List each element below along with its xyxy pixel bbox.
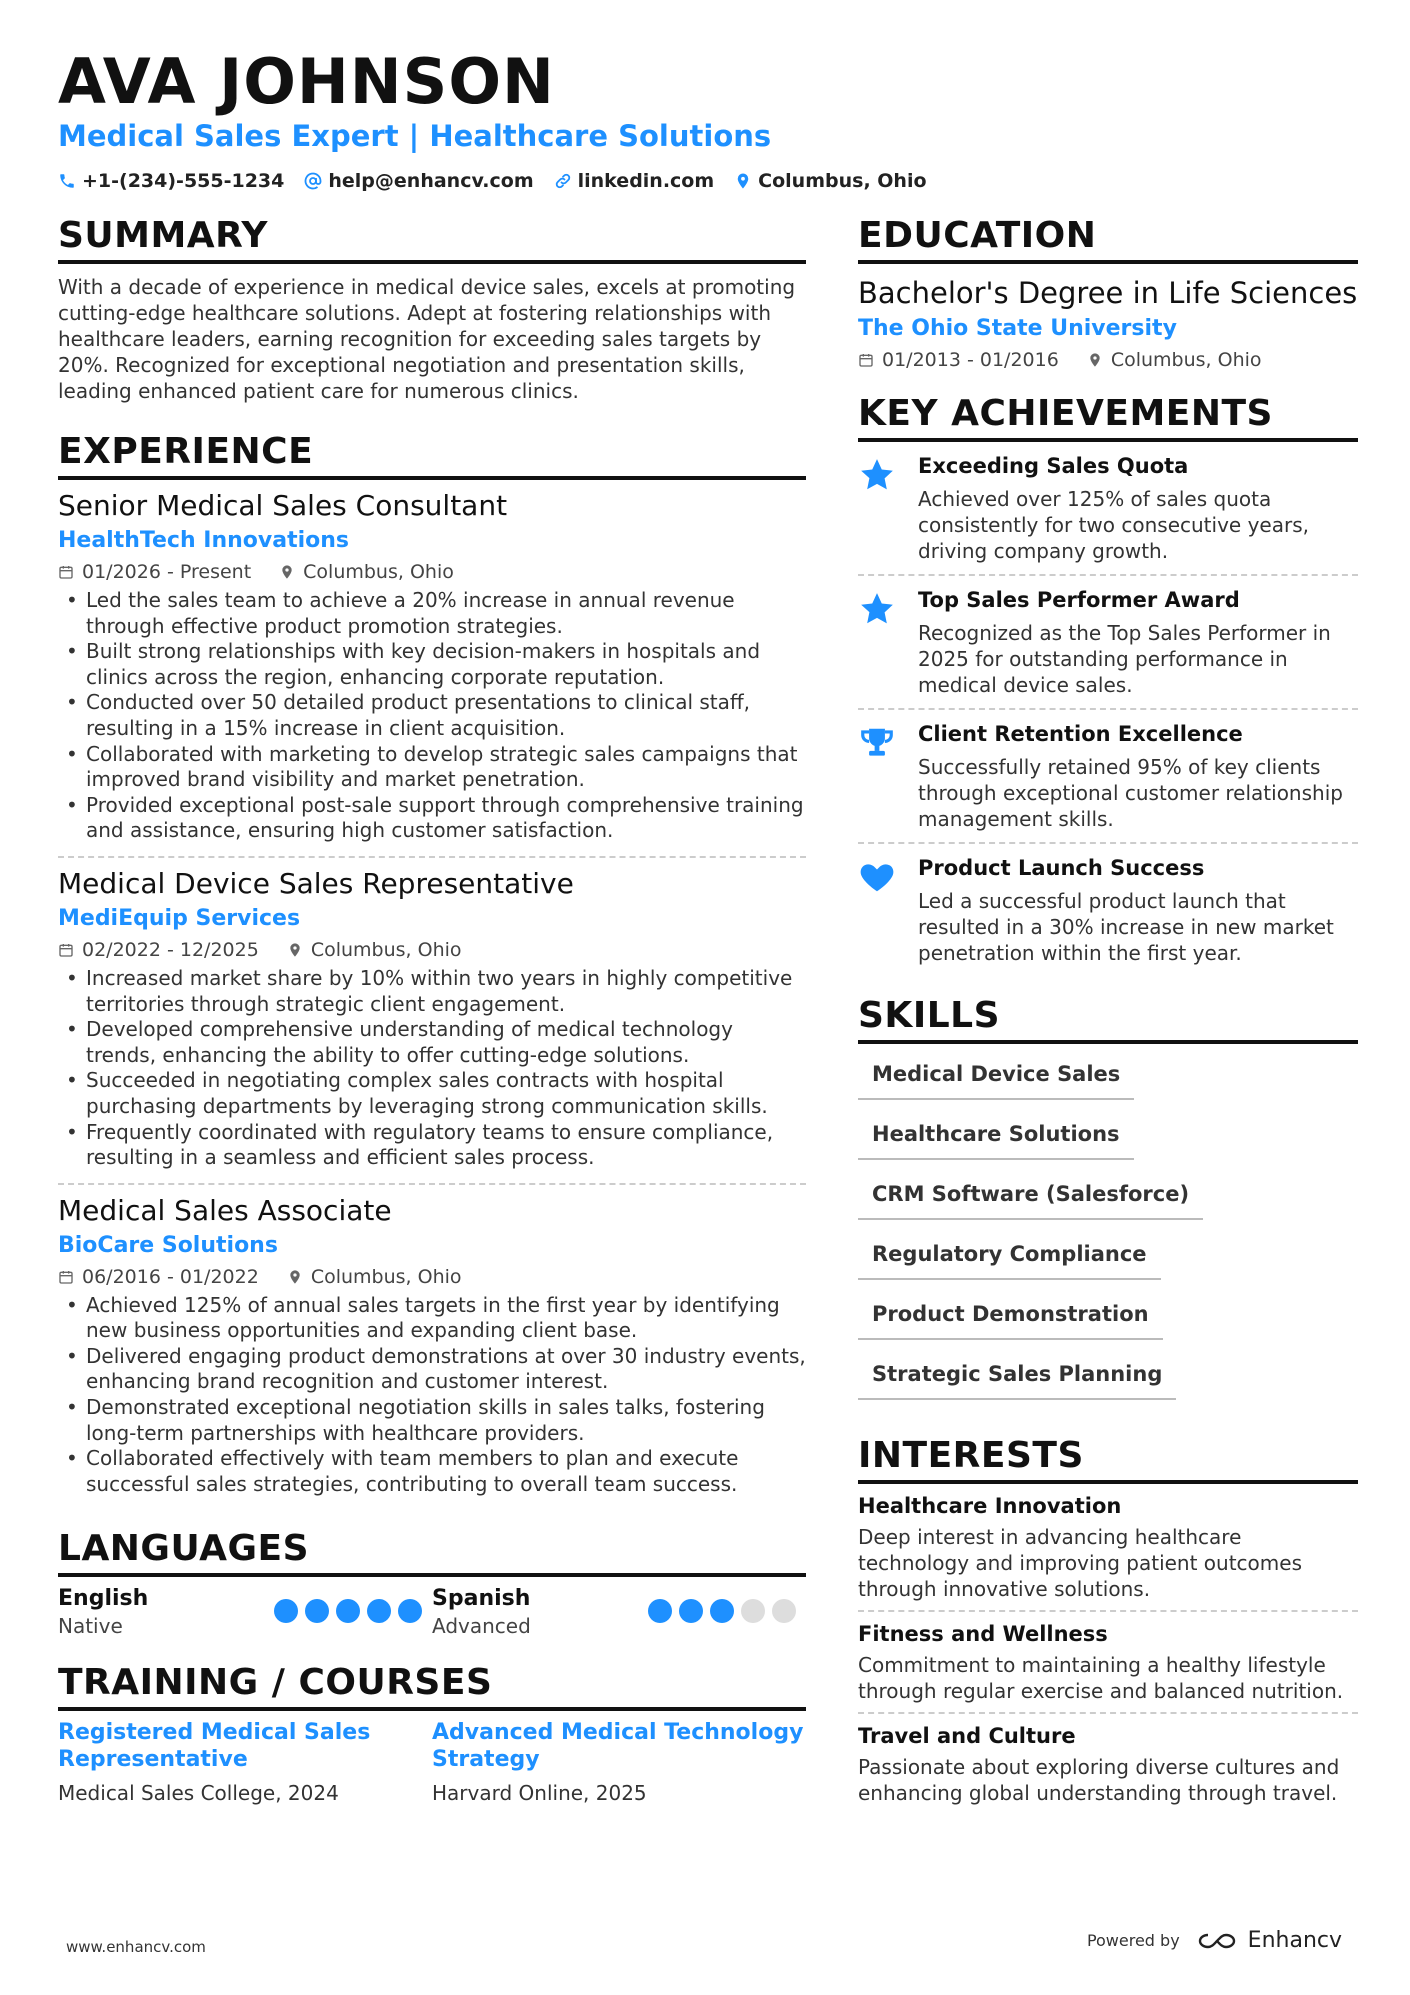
job-entry	[58, 858, 806, 1185]
achievement-item	[858, 442, 1358, 576]
calendar-icon	[58, 564, 74, 580]
achievement-title: Product Launch Success	[918, 856, 1205, 880]
job-location	[287, 1263, 462, 1291]
training-subtitle: Medical Sales College, 2024	[58, 1781, 339, 1806]
map-pin-icon	[279, 564, 295, 580]
skill-tag: Healthcare Solutions	[858, 1116, 1134, 1160]
training-subtitle: Harvard Online, 2025	[432, 1781, 647, 1806]
phone-text: +1-(234)-555-1234	[82, 170, 285, 192]
map-pin-icon	[287, 942, 303, 958]
company-name: MediEquip Services	[58, 905, 301, 931]
education-section	[858, 214, 1358, 374]
contact-linkedin[interactable]	[554, 168, 715, 194]
phone-icon	[58, 172, 76, 190]
achievement-icon	[858, 720, 900, 832]
training-section	[58, 1661, 806, 1807]
list-item: • Demonstrated exceptional negotiation skills in sales talks, fostering long-term partnerships with healthcare providers.	[58, 1395, 806, 1446]
section-title: EDUCATION	[858, 214, 1358, 264]
map-pin-icon	[1087, 352, 1103, 368]
footer-branding	[1087, 1928, 1342, 1953]
proficiency-dot-filled	[679, 1599, 703, 1623]
list-item: • Provided exceptional post-sale support through comprehensive training and assistance, ensuring high customer satisfaction.	[58, 793, 806, 844]
brand-name: Enhancv	[1247, 1928, 1342, 1953]
job-dates	[58, 936, 259, 964]
proficiency-dots	[648, 1599, 796, 1639]
summary-text: With a decade of experience in medical device sales, excels at promoting cutting-edge healthcare solutions. Adept at fostering relationships with healthcare leaders, earning recognition for exceeding sales targets by 20%. Recognized for exceptional negotiation and presentation skills, leading enhanced patient care for numerous clinics.	[58, 275, 796, 403]
interest-title: Healthcare Innovation	[858, 1494, 1122, 1518]
degree: Bachelor's Degree in Life Sciences	[858, 276, 1358, 310]
job-entry	[58, 1185, 806, 1510]
job-title: Senior Medical Sales Consultant	[58, 489, 508, 522]
interest-item	[858, 1714, 1358, 1814]
list-item: • Collaborated effectively with team members to plan and execute successful sales strategies, contributing to overall team success.	[58, 1446, 806, 1497]
achievement-desc: Led a successful product launch that resulted in a 30% increase in new market penetration within the first year.	[918, 889, 1334, 965]
language-name: Spanish	[432, 1586, 531, 1612]
right-column	[858, 214, 1358, 1832]
proficiency-dot-filled	[648, 1599, 672, 1623]
candidate-name: AVA JOHNSON	[58, 45, 555, 118]
list-item: • Led the sales team to achieve a 20% increase in annual revenue through effective product promotion strategies.	[58, 588, 806, 639]
contact-bar	[58, 168, 927, 194]
achievement-icon	[858, 854, 900, 966]
achievement-title: Client Retention Excellence	[918, 722, 1243, 746]
footer-website[interactable]: www.enhancv.com	[66, 1938, 206, 1956]
language-level: Native	[58, 1614, 123, 1639]
language-level: Advanced	[432, 1614, 531, 1639]
achievement-icon	[858, 586, 900, 698]
at-icon	[304, 172, 322, 190]
list-item: • Frequently coordinated with regulatory teams to ensure compliance, resulting in a seamless and efficient sales process.	[58, 1120, 806, 1171]
achievement-item	[858, 844, 1358, 976]
proficiency-dot-filled	[336, 1599, 360, 1623]
job-location	[279, 558, 454, 586]
skill-tag: CRM Software (Salesforce)	[858, 1176, 1203, 1220]
language-item	[58, 1585, 432, 1639]
date-text: 06/2016 - 01/2022	[82, 1265, 259, 1288]
link-icon	[554, 172, 572, 190]
job-bullets	[58, 1293, 806, 1498]
proficiency-dot-empty	[772, 1599, 796, 1623]
headline: Medical Sales Expert | Healthcare Solutions	[58, 119, 772, 153]
list-item: • Collaborated with marketing to develop strategic sales campaigns that improved brand visibility and market penetration.	[58, 742, 806, 793]
calendar-icon	[58, 1269, 74, 1285]
section-title: INTERESTS	[858, 1434, 1358, 1484]
achievement-icon	[858, 452, 900, 564]
languages-grid	[58, 1585, 806, 1639]
date-text: 01/2026 - Present	[82, 561, 252, 583]
language-item	[432, 1585, 806, 1639]
enhancv-logo-icon	[1194, 1929, 1240, 1953]
skills-section	[858, 994, 1358, 1416]
skills-list	[858, 1056, 1358, 1416]
location-text: Columbus, Ohio	[310, 938, 462, 961]
company-name: BioCare Solutions	[58, 1232, 278, 1258]
job-meta	[58, 936, 806, 964]
achievement-item	[858, 576, 1358, 710]
calendar-icon	[858, 352, 874, 368]
date-text: 02/2022 - 12/2025	[82, 938, 259, 961]
email-text: help@enhancv.com	[328, 170, 534, 192]
achievement-item	[858, 710, 1358, 844]
school-name: The Ohio State University	[858, 316, 1177, 341]
training-item	[58, 1719, 432, 1807]
summary-section	[58, 214, 806, 404]
interest-desc: Deep interest in advancing healthcare technology and improving patient outcomes through innovative solutions.	[858, 1525, 1302, 1601]
skill-tag: Regulatory Compliance	[858, 1236, 1161, 1280]
job-dates	[58, 1263, 259, 1291]
date-text: 01/2013 - 01/2016	[882, 349, 1059, 371]
languages-section	[58, 1527, 806, 1639]
company-name: HealthTech Innovations	[58, 528, 350, 553]
job-title: Medical Device Sales Representative	[58, 866, 574, 900]
heart-icon	[858, 858, 896, 896]
proficiency-dot-filled	[398, 1599, 422, 1623]
proficiency-dot-empty	[741, 1599, 765, 1623]
interest-desc: Commitment to maintaining a healthy lifestyle through regular exercise and balanced nutrition.	[858, 1653, 1344, 1703]
section-title: LANGUAGES	[58, 1527, 806, 1577]
list-item: • Developed comprehensive understanding of medical technology trends, enhancing the ability to offer cutting-edge solutions.	[58, 1017, 806, 1068]
map-pin-icon	[287, 1269, 303, 1285]
job-entry	[58, 480, 806, 858]
achievement-desc: Recognized as the Top Sales Performer in 2025 for outstanding performance in medical device sales.	[918, 621, 1331, 697]
achievements-section	[858, 392, 1358, 976]
language-name: English	[58, 1586, 149, 1612]
interest-item	[858, 1612, 1358, 1714]
left-column	[58, 214, 806, 1825]
training-grid	[58, 1719, 806, 1807]
section-title: KEY ACHIEVEMENTS	[858, 392, 1358, 442]
interest-item	[858, 1484, 1358, 1612]
achievement-title: Top Sales Performer Award	[918, 588, 1240, 612]
section-title: SKILLS	[858, 994, 1358, 1044]
achievement-desc: Successfully retained 95% of key clients through exceptional customer relationship management skills.	[918, 755, 1343, 831]
skill-tag: Medical Device Sales	[858, 1056, 1134, 1100]
training-item	[432, 1719, 806, 1807]
job-bullets	[58, 966, 806, 1171]
education-location	[1087, 346, 1262, 374]
star-icon	[858, 590, 896, 628]
map-pin-icon	[734, 172, 752, 190]
job-bullets	[58, 588, 806, 844]
list-item: • Delivered engaging product demonstrations at over 30 industry events, enhancing brand recognition and customer interest.	[58, 1344, 806, 1395]
education-meta	[858, 346, 1358, 374]
job-meta	[58, 1263, 806, 1291]
list-item: • Increased market share by 10% within two years in highly competitive territories through strategic client engagement.	[58, 966, 806, 1017]
training-title: Advanced Medical Technology Strategy	[432, 1720, 804, 1773]
job-location	[287, 936, 462, 964]
interest-title: Fitness and Wellness	[858, 1622, 1108, 1646]
linkedin-text: linkedin.com	[577, 170, 715, 192]
experience-section	[58, 430, 806, 1509]
job-dates	[58, 558, 251, 586]
calendar-icon	[58, 942, 74, 958]
contact-phone[interactable]	[58, 168, 284, 194]
proficiency-dots	[274, 1599, 422, 1639]
section-title: EXPERIENCE	[58, 430, 806, 480]
section-title: SUMMARY	[58, 214, 806, 264]
proficiency-dot-filled	[710, 1599, 734, 1623]
proficiency-dot-filled	[274, 1599, 298, 1623]
interest-desc: Passionate about exploring diverse cultures and enhancing global understanding through travel.	[858, 1755, 1340, 1805]
list-item: • Conducted over 50 detailed product presentations to clinical staff, resulting in a 15% increase in client acquisition.	[58, 690, 806, 741]
location-text: Columbus, Ohio	[1110, 349, 1262, 371]
star-icon	[858, 456, 896, 494]
skill-tag: Strategic Sales Planning	[858, 1356, 1176, 1400]
trophy-icon	[858, 724, 896, 762]
skill-tag: Product Demonstration	[858, 1296, 1163, 1340]
brand-logo[interactable]	[1194, 1928, 1342, 1953]
proficiency-dot-filled	[305, 1599, 329, 1623]
contact-location	[734, 168, 926, 194]
job-title: Medical Sales Associate	[58, 1193, 392, 1227]
achievement-title: Exceeding Sales Quota	[918, 454, 1189, 478]
education-dates	[858, 346, 1059, 374]
location-text: Columbus, Ohio	[758, 170, 927, 192]
list-item: • Achieved 125% of annual sales targets in the first year by identifying new business opportunities and expanding client base.	[58, 1293, 806, 1344]
powered-by-label: Powered by	[1086, 1931, 1180, 1950]
interest-title: Travel and Culture	[858, 1724, 1076, 1748]
contact-email[interactable]	[304, 168, 533, 194]
job-meta	[58, 558, 806, 586]
list-item: • Succeeded in negotiating complex sales contracts with hospital purchasing departments by leveraging strong communication skills.	[58, 1068, 806, 1119]
section-title: TRAINING / COURSES	[58, 1661, 806, 1711]
list-item: • Built strong relationships with key decision-makers in hospitals and clinics across the region, enhancing corporate reputation.	[58, 639, 806, 690]
interests-section	[858, 1434, 1358, 1814]
training-title: Registered Medical Sales Representative	[58, 1720, 371, 1773]
proficiency-dot-filled	[367, 1599, 391, 1623]
location-text: Columbus, Ohio	[310, 1265, 462, 1288]
location-text: Columbus, Ohio	[303, 561, 454, 583]
achievement-desc: Achieved over 125% of sales quota consistently for two consecutive years, driving company growth.	[918, 487, 1309, 563]
